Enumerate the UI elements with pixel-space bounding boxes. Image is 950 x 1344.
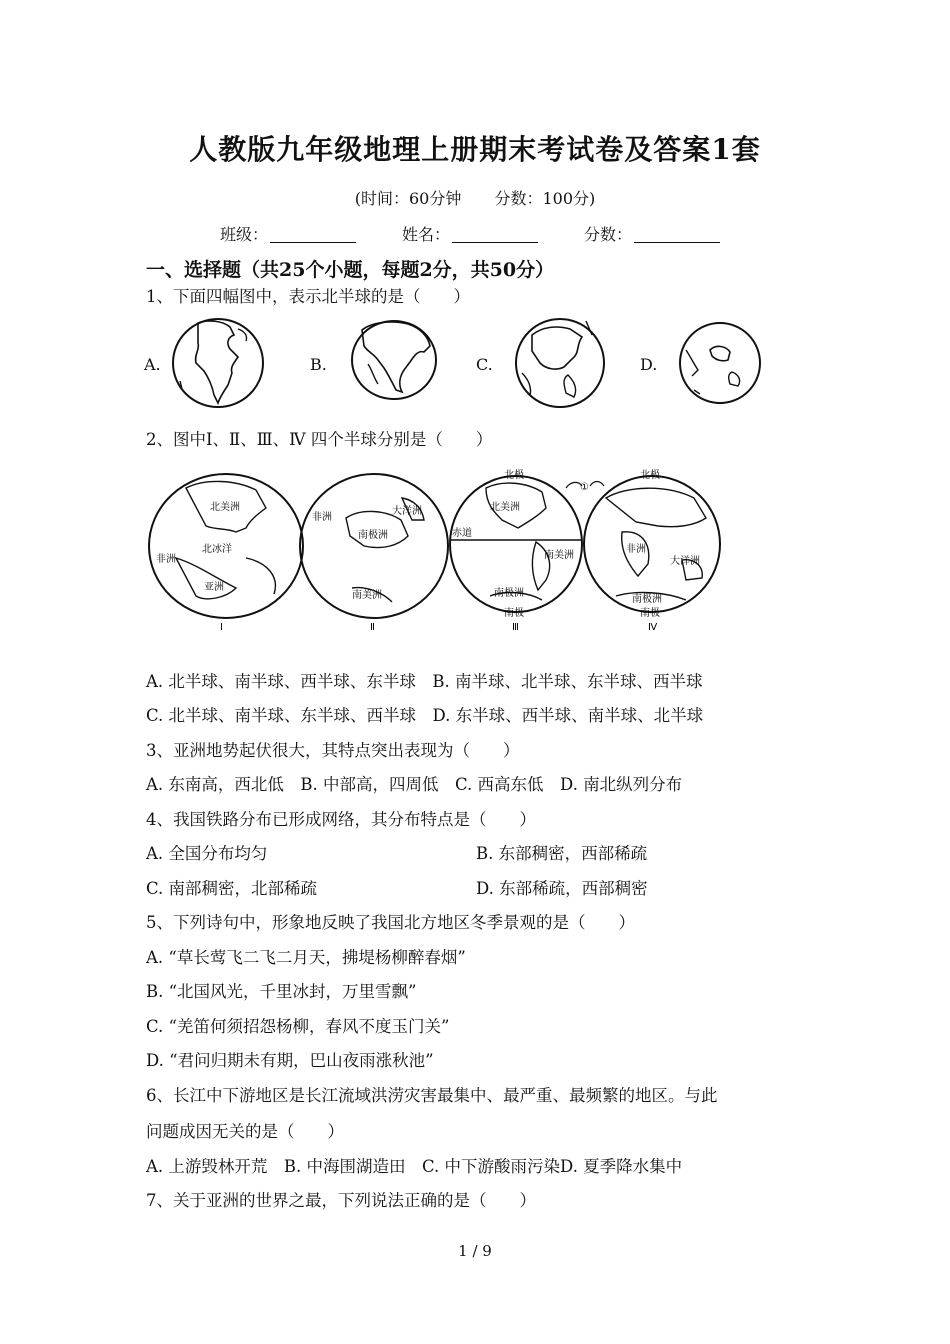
globe-d-image: [676, 320, 764, 406]
globe-b-image: [348, 318, 440, 402]
q5-option-d[interactable]: D. “君问归期未有期，巴山夜雨涨秋池”: [146, 1051, 434, 1070]
score-info: 分数：100分): [494, 189, 596, 208]
g2-label-numeral: Ⅱ: [370, 622, 375, 633]
q5-option-c[interactable]: C. “羌笛何须招怨杨柳，春风不度玉门关”: [146, 1017, 450, 1036]
hemisphere-2: [300, 474, 448, 633]
globe-a-image: [168, 315, 268, 411]
time-info: (时间：60分钟: [354, 189, 462, 208]
q7-stem: 7、关于亚洲的世界之最，下列说法正确的是（ ）: [146, 1191, 536, 1210]
g3-label-antarctica: 南极洲: [494, 588, 524, 599]
q5-option-a[interactable]: A. “草长莺飞二飞二月天，拂堤杨柳醉春烟”: [146, 948, 466, 967]
q5-stem: 5、下列诗句中，形象地反映了我国北方地区冬季景观的是（ ）: [146, 913, 635, 932]
q4-option-d[interactable]: D. 东部稀疏，西部稠密: [476, 879, 648, 898]
g4-label-africa: 非洲: [626, 544, 646, 555]
q1-option-a[interactable]: A.: [144, 355, 161, 374]
name-blank[interactable]: [452, 226, 538, 243]
q4-stem: 4、我国铁路分布已形成网络，其分布特点是（ ）: [146, 810, 536, 829]
g1-label-numeral: Ⅰ: [220, 622, 223, 633]
q6-stem-line1: 6、长江中下游地区是长江流域洪涝灾害最集中、最严重、最频繁的地区。与此: [146, 1086, 718, 1105]
q1-option-b[interactable]: B.: [310, 355, 327, 374]
name-label: 姓名：: [402, 225, 451, 244]
q6-options[interactable]: A. 上游毁林开荒 B. 中海围湖造田 C. 中下游酸雨污染D. 夏季降水集中: [146, 1157, 683, 1176]
score-field[interactable]: [584, 222, 720, 245]
hemispheres-figure: [146, 468, 726, 636]
g4-label-antarctica: 南极洲: [632, 594, 662, 605]
g3-label-north-pole: 北极: [504, 470, 524, 481]
g4-label-oceania: 大洋洲: [670, 556, 700, 567]
g2-label-sa: 南美洲: [352, 590, 382, 601]
globe-c-image: [512, 315, 608, 411]
g3-label-equator: 赤道: [452, 528, 472, 539]
g2-label-africa: 非洲: [312, 512, 332, 523]
q6-stem-line2: 问题成因无关的是（ ）: [146, 1122, 344, 1141]
q3-stem: 3、亚洲地势起伏很大，其特点突出表现为（ ）: [146, 741, 520, 760]
g1-label-africa: 非洲: [156, 554, 176, 565]
class-field[interactable]: [220, 222, 356, 245]
q2-options-row2[interactable]: C. 北半球、南半球、东半球、西半球 D. 东半球、西半球、南半球、北半球: [146, 706, 704, 725]
g2-label-oceania: 大洋洲: [392, 506, 422, 517]
q2-options-row1[interactable]: A. 北半球、南半球、西半球、东半球 B. 南半球、北半球、东半球、西半球: [146, 672, 703, 691]
name-field[interactable]: [402, 222, 538, 245]
g4-label-north-pole: 北极: [640, 470, 660, 481]
page-number: 1 / 9: [458, 1242, 492, 1260]
class-blank[interactable]: [270, 226, 356, 243]
g2-label-antarctica: 南极洲: [358, 530, 388, 541]
section-heading: 一、选择题（共25个小题，每题2分，共50分）: [146, 259, 555, 281]
g1-label-na: 北美洲: [210, 502, 240, 513]
q3-options[interactable]: A. 东南高，西北低 B. 中部高，四周低 C. 西高东低 D. 南北纵列分布: [146, 775, 683, 794]
hemisphere-4: [566, 468, 720, 633]
g4-label-numeral: Ⅳ: [648, 622, 658, 633]
g4-label-circle-1: ①: [580, 482, 589, 493]
q1-option-d[interactable]: D.: [640, 355, 658, 374]
page-title: 人教版九年级地理上册期末考试卷及答案1套: [189, 133, 761, 166]
score-blank[interactable]: [634, 226, 720, 243]
q2-stem: 2、图中Ⅰ、Ⅱ、Ⅲ、Ⅳ 四个半球分别是（ ）: [146, 430, 493, 449]
g3-label-na: 北美洲: [490, 502, 520, 513]
g3-label-south-pole: 南极: [504, 608, 524, 619]
g3-label-sa: 南美洲: [544, 550, 574, 561]
q1-stem: 1、下面四幅图中，表示北半球的是（ ）: [146, 287, 470, 306]
g1-label-asia: 亚洲: [204, 582, 224, 593]
g3-label-numeral: Ⅲ: [512, 622, 519, 633]
g1-label-arctic: 北冰洋: [202, 544, 232, 555]
score-label: 分数：: [584, 225, 633, 244]
q4-option-b[interactable]: B. 东部稠密，西部稀疏: [476, 844, 648, 863]
hemisphere-3: [450, 468, 582, 633]
g4-label-south-pole: 南极: [640, 608, 660, 619]
q1-option-c[interactable]: C.: [476, 355, 493, 374]
class-label: 班级：: [220, 225, 269, 244]
q4-option-c[interactable]: C. 南部稠密，北部稀疏: [146, 879, 318, 898]
q4-option-a[interactable]: A. 全国分布均匀: [146, 844, 268, 863]
hemisphere-1: [149, 474, 303, 633]
exam-info: [0, 186, 950, 209]
q5-option-b[interactable]: B. “北国风光，千里冰封，万里雪飘”: [146, 982, 417, 1001]
